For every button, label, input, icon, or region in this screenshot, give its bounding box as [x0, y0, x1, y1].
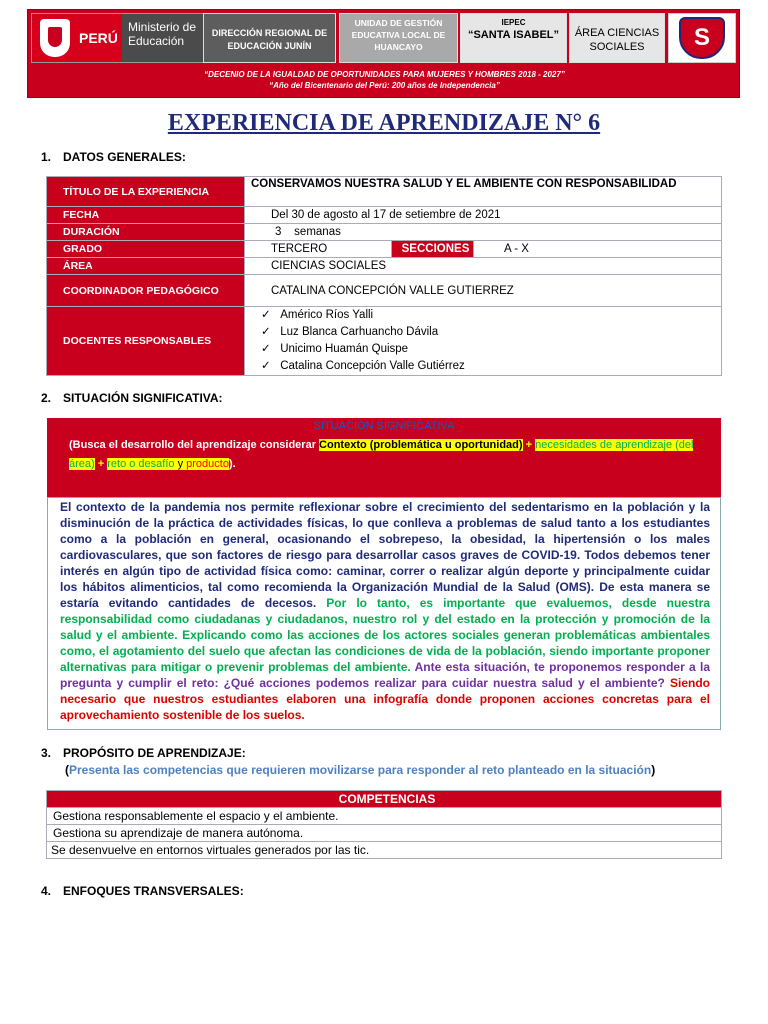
coordinador-value: CATALINA CONCEPCIÓN VALLE GUTIERREZ	[245, 275, 722, 307]
school-name: “SANTA ISABEL”	[467, 29, 560, 41]
competencia-row: Se desenvuelve en entornos virtuales generados por las tic.	[47, 842, 722, 859]
ministry-logo	[31, 13, 225, 63]
datos-generales-table	[46, 176, 722, 376]
dre-box: DIRECCIÓN REGIONAL DE EDUCACIÓN JUNÍN	[203, 13, 336, 63]
fecha-label: FECHA	[47, 207, 245, 224]
area-box: ÁREA CIENCIAS SOCIALES	[569, 13, 665, 63]
school-logo	[668, 13, 736, 63]
situacion-header	[47, 418, 721, 497]
peru-shield-icon	[40, 19, 70, 57]
school-shield-icon: S	[679, 17, 725, 59]
docente-item: ✓ Luz Blanca Carhuancho Dávila	[261, 326, 439, 338]
competencia-row: Gestiona su aprendizaje de manera autónoma.	[47, 825, 722, 842]
competencia-row: Gestiona responsablemente el espacio y el ambiente.	[47, 808, 722, 825]
proposito-hint: (Presenta las competencias que requieren movilizarse para responder al reto planteado en la situación)	[65, 763, 656, 777]
area-value: CIENCIAS SOCIALES	[245, 258, 722, 275]
ugel-box: UNIDAD DE GESTIÓN EDUCATIVA LOCAL DE HUANCAYO	[339, 13, 458, 63]
peru-label: PERÚ	[79, 30, 118, 46]
section-heading-situacion: 2. SITUACIÓN SIGNIFICATIVA:	[41, 391, 223, 405]
grado-label: GRADO	[47, 241, 245, 258]
grado-value: TERCERO	[245, 241, 392, 258]
page-title: EXPERIENCIA DE APRENDIZAJE N° 6	[167, 110, 601, 136]
competencias-header: COMPETENCIAS	[47, 791, 722, 808]
docente-item: ✓ Catalina Concepción Valle Gutiérrez	[261, 360, 465, 372]
docentes-list	[245, 307, 722, 376]
section-heading-enfoques: 4. ENFOQUES TRANSVERSALES:	[41, 884, 244, 898]
docente-item: ✓ Américo Ríos Yalli	[261, 309, 374, 321]
docentes-label: DOCENTES RESPONSABLES	[47, 307, 245, 376]
area-label: ÁREA	[47, 258, 245, 275]
fecha-value: Del 30 de agosto al 17 de setiembre de 2021	[245, 207, 722, 224]
secciones-label: SECCIONES	[392, 241, 474, 258]
iepec-box	[460, 13, 567, 63]
situacion-header-title: SITUACIÓN SIGNIFICATIVA	[313, 420, 455, 432]
header-banner	[27, 9, 740, 98]
situacion-text: El contexto de la pandemia nos permite reflexionar sobre el crecimiento del sedentarismo en la población y la disminución de la práctica de actividades físicas, lo que conlleva a problemas de salud tanto a los estudiantes como a la población en general, ocasionando el sobrepeso, la obesidad, la hipertensión o los males cardiovasculares, que son factores de riesgo para desarrollar casos graves de COVID-19. Todos debemos tener interés en algún tipo de actividad física como: caminar, correr o realizar algún deporte y principalmente cuidar los hábitos alimenticios, tal como recomienda la Organización Mundial de la Salud (OMS). De esta manera se estaría evitando cantidades de decesos. Por lo tanto, es importante que evaluemos, desde nuestra responsabilidad como ciudadanas y ciudadanos, nuestro rol y del estado en la protección y promoción de la salud y el ambiente. Explicando como las acciones de los actores sociales generan problemáticas ambientales como, el agotamiento del suelo que afectan las condiciones de vida de la población, siendo importante proponer alternativas para mitigar o prevenir problemas del ambiente. Ante esta situación, te proponemos responder a la pregunta y cumplir el reto: ¿Qué acciones podemos realizar para cuidar nuestra salud y el ambiente? Siendo necesario que nuestros estudiantes elaboren una infografía donde proponen acciones concretas para el aprovechamiento sostenible de los suelos.	[47, 497, 721, 730]
section-heading-proposito: 3. PROPÓSITO DE APRENDIZAJE:	[41, 746, 246, 760]
duracion-label: DURACIÓN	[47, 224, 245, 241]
titulo-label: TÍTULO DE LA EXPERIENCIA	[47, 177, 245, 207]
iepec-label: IEPEC	[501, 18, 526, 27]
ministry-label: Ministerio de Educación	[122, 14, 224, 62]
anio-text: “Año del Bicentenario del Perú: 200 años de Independencia”	[269, 81, 500, 90]
titulo-value: CONSERVAMOS NUESTRA SALUD Y EL AMBIENTE CON RESPONSABILIDAD	[245, 177, 722, 207]
competencias-table	[46, 790, 722, 859]
docente-item: ✓ Unicimo Huamán Quispe	[261, 343, 409, 355]
coordinador-label: COORDINADOR PEDAGÓGICO	[47, 275, 245, 307]
section-heading-datos: 1. DATOS GENERALES:	[41, 150, 186, 164]
secciones-value: A - X	[474, 241, 722, 258]
decenio-text: “DECENIO DE LA IGUALDAD DE OPORTUNIDADES PARA MUJERES Y HOMBRES 2018 - 2027”	[204, 70, 565, 79]
situacion-hint: (Busca el desarrollo del aprendizaje considerar Contexto (problemática u oportunidad) + necesidades de aprendizaje (del área) + reto o desafío y producto).	[69, 439, 694, 470]
duracion-value: 3 semanas	[245, 224, 722, 241]
